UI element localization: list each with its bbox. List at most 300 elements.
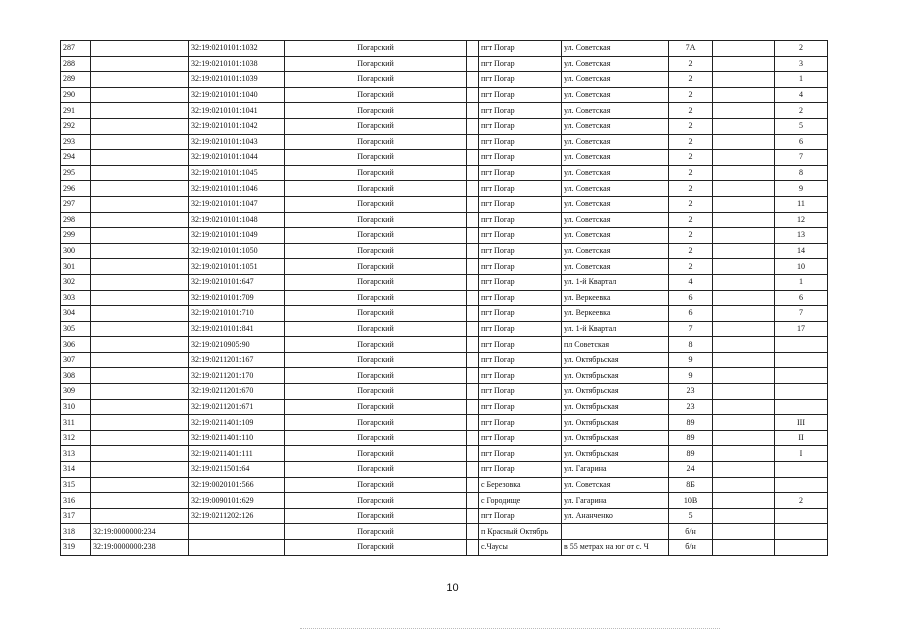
locality: пгт Погар (479, 134, 562, 150)
house-number: 89 (669, 415, 713, 431)
table-row (61, 462, 828, 478)
house-number: 9 (669, 368, 713, 384)
house-number: 2 (669, 212, 713, 228)
locality: пгт Погар (479, 462, 562, 478)
table-row (61, 321, 828, 337)
locality: пгт Погар (479, 337, 562, 353)
street: в 55 метрах на юг от с. Ч (562, 540, 669, 556)
cadastral-number-building: 32:19:0210101:1044 (189, 150, 285, 166)
district: Погарский (285, 118, 467, 134)
apartment-number: 9 (775, 181, 828, 197)
row-number: 318 (61, 524, 91, 540)
cadastral-number-parcel (91, 446, 189, 462)
empty-cell (713, 56, 775, 72)
district: Погарский (285, 259, 467, 275)
empty-cell (467, 399, 479, 415)
locality: с Городище (479, 493, 562, 509)
cadastral-number-parcel (91, 259, 189, 275)
row-number: 288 (61, 56, 91, 72)
district: Погарский (285, 384, 467, 400)
cadastral-number-parcel: 32:19:0000000:238 (91, 540, 189, 556)
empty-cell (467, 384, 479, 400)
house-number: 5 (669, 508, 713, 524)
street: ул. Октябрьская (562, 446, 669, 462)
table-row (61, 56, 828, 72)
table-row (61, 103, 828, 119)
district: Погарский (285, 540, 467, 556)
district: Погарский (285, 56, 467, 72)
house-number: 2 (669, 72, 713, 88)
empty-cell (467, 306, 479, 322)
empty-cell (467, 134, 479, 150)
cadastral-number-parcel (91, 477, 189, 493)
row-number: 307 (61, 352, 91, 368)
cadastral-number-parcel (91, 243, 189, 259)
street: ул. Советская (562, 103, 669, 119)
apartment-number: 7 (775, 306, 828, 322)
table-row (61, 384, 828, 400)
cadastral-number-building: 32:19:0210101:1040 (189, 87, 285, 103)
cadastral-number-parcel (91, 337, 189, 353)
row-number: 303 (61, 290, 91, 306)
row-number: 292 (61, 118, 91, 134)
empty-cell (713, 415, 775, 431)
table-row (61, 540, 828, 556)
cadastral-number-parcel (91, 196, 189, 212)
apartment-number: 17 (775, 321, 828, 337)
district: Погарский (285, 368, 467, 384)
table-row (61, 134, 828, 150)
empty-cell (467, 446, 479, 462)
empty-cell (713, 72, 775, 88)
table-row (61, 415, 828, 431)
locality: пгт Погар (479, 306, 562, 322)
apartment-number (775, 540, 828, 556)
empty-cell (713, 306, 775, 322)
house-number: 2 (669, 87, 713, 103)
locality: пгт Погар (479, 118, 562, 134)
row-number: 304 (61, 306, 91, 322)
house-number: 2 (669, 181, 713, 197)
district: Погарский (285, 134, 467, 150)
district: Погарский (285, 103, 467, 119)
empty-cell (467, 181, 479, 197)
district: Погарский (285, 72, 467, 88)
empty-cell (713, 446, 775, 462)
street: пл Советская (562, 337, 669, 353)
house-number: 89 (669, 446, 713, 462)
cadastral-number-building: 32:19:0210101:1045 (189, 165, 285, 181)
empty-cell (713, 290, 775, 306)
locality: пгт Погар (479, 243, 562, 259)
district: Погарский (285, 150, 467, 166)
row-number: 313 (61, 446, 91, 462)
empty-cell (713, 134, 775, 150)
cadastral-number-building: 32:19:0210101:1049 (189, 228, 285, 244)
apartment-number (775, 352, 828, 368)
apartment-number: 2 (775, 41, 828, 57)
table-row (61, 72, 828, 88)
row-number: 308 (61, 368, 91, 384)
cadastral-number-parcel (91, 87, 189, 103)
row-number: 298 (61, 212, 91, 228)
house-number: 2 (669, 150, 713, 166)
apartment-number (775, 462, 828, 478)
page-number: 10 (446, 582, 459, 594)
street: ул. 1-й Квартал (562, 274, 669, 290)
locality: пгт Погар (479, 446, 562, 462)
cadastral-number-parcel (91, 181, 189, 197)
street (562, 524, 669, 540)
cadastral-number-building: 32:19:0211201:670 (189, 384, 285, 400)
house-number: 8Б (669, 477, 713, 493)
locality: пгт Погар (479, 259, 562, 275)
cadastral-number-building: 32:19:0210101:1048 (189, 212, 285, 228)
street: ул. Советская (562, 477, 669, 493)
house-number: 10В (669, 493, 713, 509)
cadastral-number-building: 32:19:0211401:110 (189, 430, 285, 446)
district: Погарский (285, 243, 467, 259)
empty-cell (467, 212, 479, 228)
empty-cell (467, 524, 479, 540)
cadastral-number-building: 32:19:0211201:671 (189, 399, 285, 415)
empty-cell (713, 243, 775, 259)
district: Погарский (285, 399, 467, 415)
district: Погарский (285, 524, 467, 540)
cadastral-number-building: 32:19:0211401:109 (189, 415, 285, 431)
locality: пгт Погар (479, 41, 562, 57)
row-number: 314 (61, 462, 91, 478)
cadastral-number-parcel (91, 274, 189, 290)
apartment-number (775, 524, 828, 540)
table-row (61, 165, 828, 181)
cadastral-number-parcel (91, 228, 189, 244)
apartment-number: 12 (775, 212, 828, 228)
street: ул. Веркеевка (562, 290, 669, 306)
cadastral-number-building: 32:19:0210101:647 (189, 274, 285, 290)
cadastral-number-building: 32:19:0210101:709 (189, 290, 285, 306)
cadastral-number-building: 32:19:0020101:566 (189, 477, 285, 493)
apartment-number: 1 (775, 274, 828, 290)
street: ул. Октябрьская (562, 384, 669, 400)
house-number: 8 (669, 337, 713, 353)
street: ул. Советская (562, 118, 669, 134)
table-row (61, 337, 828, 353)
empty-cell (467, 540, 479, 556)
street: ул. Октябрьская (562, 430, 669, 446)
cadastral-number-building: 32:19:0210101:1043 (189, 134, 285, 150)
street: ул. Октябрьская (562, 399, 669, 415)
street: ул. 1-й Квартал (562, 321, 669, 337)
table-row (61, 118, 828, 134)
empty-cell (713, 321, 775, 337)
cadastral-number-parcel (91, 103, 189, 119)
house-number: 2 (669, 118, 713, 134)
street: ул. Октябрьская (562, 415, 669, 431)
street: ул. Ананченко (562, 508, 669, 524)
table-row (61, 508, 828, 524)
apartment-number (775, 384, 828, 400)
apartment-number: 4 (775, 87, 828, 103)
table-row (61, 212, 828, 228)
cadastral-number-building: 32:19:0210101:841 (189, 321, 285, 337)
district: Погарский (285, 274, 467, 290)
register-table (60, 40, 828, 556)
house-number: 2 (669, 56, 713, 72)
street: ул. Гагарина (562, 493, 669, 509)
empty-cell (713, 524, 775, 540)
table-row (61, 196, 828, 212)
locality: пгт Погар (479, 384, 562, 400)
street: ул. Советская (562, 165, 669, 181)
empty-cell (713, 399, 775, 415)
empty-cell (713, 368, 775, 384)
district: Погарский (285, 446, 467, 462)
cadastral-number-building: 32:19:0211201:167 (189, 352, 285, 368)
empty-cell (467, 118, 479, 134)
empty-cell (713, 352, 775, 368)
table-row (61, 181, 828, 197)
empty-cell (467, 196, 479, 212)
table-row (61, 524, 828, 540)
cadastral-number-building: 32:19:0210101:1041 (189, 103, 285, 119)
locality: пгт Погар (479, 72, 562, 88)
house-number: 2 (669, 228, 713, 244)
locality: п Красный Октябрь (479, 524, 562, 540)
house-number: 2 (669, 165, 713, 181)
empty-cell (713, 41, 775, 57)
cadastral-number-parcel (91, 493, 189, 509)
street: ул. Советская (562, 72, 669, 88)
street: ул. Советская (562, 196, 669, 212)
row-number: 296 (61, 181, 91, 197)
cadastral-number-parcel (91, 118, 189, 134)
house-number: 2 (669, 243, 713, 259)
street: ул. Гагарина (562, 462, 669, 478)
empty-cell (713, 181, 775, 197)
empty-cell (713, 274, 775, 290)
cadastral-number-parcel (91, 306, 189, 322)
empty-cell (467, 87, 479, 103)
cadastral-number-building: 32:19:0211202:126 (189, 508, 285, 524)
street: ул. Советская (562, 181, 669, 197)
apartment-number (775, 368, 828, 384)
locality: пгт Погар (479, 196, 562, 212)
district: Погарский (285, 321, 467, 337)
empty-cell (467, 259, 479, 275)
empty-cell (713, 384, 775, 400)
row-number: 315 (61, 477, 91, 493)
street: ул. Октябрьская (562, 368, 669, 384)
street: ул. Советская (562, 259, 669, 275)
street: ул. Октябрьская (562, 352, 669, 368)
table-row (61, 477, 828, 493)
apartment-number: 10 (775, 259, 828, 275)
apartment-number: 1 (775, 72, 828, 88)
street: ул. Советская (562, 134, 669, 150)
apartment-number: 6 (775, 134, 828, 150)
locality: пгт Погар (479, 430, 562, 446)
empty-cell (467, 493, 479, 509)
empty-cell (713, 540, 775, 556)
district: Погарский (285, 508, 467, 524)
cadastral-number-building: 32:19:0210101:1047 (189, 196, 285, 212)
cadastral-number-building (189, 524, 285, 540)
cadastral-number-building: 32:19:0211201:170 (189, 368, 285, 384)
house-number: 89 (669, 430, 713, 446)
empty-cell (467, 243, 479, 259)
cadastral-number-building: 32:19:0210101:1050 (189, 243, 285, 259)
empty-cell (467, 274, 479, 290)
row-number: 309 (61, 384, 91, 400)
empty-cell (467, 290, 479, 306)
district: Погарский (285, 87, 467, 103)
house-number: 24 (669, 462, 713, 478)
locality: пгт Погар (479, 290, 562, 306)
apartment-number: 11 (775, 196, 828, 212)
apartment-number: 2 (775, 493, 828, 509)
row-number: 310 (61, 399, 91, 415)
row-number: 302 (61, 274, 91, 290)
table-row (61, 41, 828, 57)
row-number: 311 (61, 415, 91, 431)
locality: с.Чаусы (479, 540, 562, 556)
empty-cell (713, 337, 775, 353)
house-number: 7А (669, 41, 713, 57)
empty-cell (713, 508, 775, 524)
street: ул. Веркеевка (562, 306, 669, 322)
street: ул. Советская (562, 56, 669, 72)
row-number: 316 (61, 493, 91, 509)
house-number: 6 (669, 290, 713, 306)
apartment-number: I (775, 446, 828, 462)
empty-cell (713, 150, 775, 166)
district: Погарский (285, 337, 467, 353)
cadastral-number-parcel (91, 368, 189, 384)
street: ул. Советская (562, 212, 669, 228)
table-row (61, 290, 828, 306)
house-number: 2 (669, 196, 713, 212)
empty-cell (467, 72, 479, 88)
cadastral-number-parcel (91, 352, 189, 368)
apartment-number: 2 (775, 103, 828, 119)
empty-cell (713, 87, 775, 103)
locality: пгт Погар (479, 415, 562, 431)
table-row (61, 399, 828, 415)
empty-cell (467, 368, 479, 384)
empty-cell (467, 430, 479, 446)
empty-cell (713, 493, 775, 509)
empty-cell (467, 150, 479, 166)
empty-cell (467, 337, 479, 353)
apartment-number: 6 (775, 290, 828, 306)
table-row (61, 493, 828, 509)
house-number: 2 (669, 103, 713, 119)
apartment-number: III (775, 415, 828, 431)
locality: пгт Погар (479, 508, 562, 524)
empty-cell (713, 196, 775, 212)
house-number: 4 (669, 274, 713, 290)
row-number: 289 (61, 72, 91, 88)
locality: пгт Погар (479, 87, 562, 103)
empty-cell (713, 477, 775, 493)
district: Погарский (285, 181, 467, 197)
table-row (61, 87, 828, 103)
table-row (61, 446, 828, 462)
table-row (61, 243, 828, 259)
locality: пгт Погар (479, 212, 562, 228)
locality: пгт Погар (479, 228, 562, 244)
locality: пгт Погар (479, 103, 562, 119)
empty-cell (467, 462, 479, 478)
empty-cell (467, 41, 479, 57)
empty-cell (713, 228, 775, 244)
apartment-number (775, 399, 828, 415)
cadastral-number-parcel (91, 415, 189, 431)
house-number: б/н (669, 540, 713, 556)
empty-cell (467, 165, 479, 181)
apartment-number: 3 (775, 56, 828, 72)
cadastral-number-parcel (91, 72, 189, 88)
empty-cell (713, 462, 775, 478)
locality: пгт Погар (479, 181, 562, 197)
table-row (61, 150, 828, 166)
row-number: 290 (61, 87, 91, 103)
cadastral-number-building: 32:19:0210101:1039 (189, 72, 285, 88)
house-number: 6 (669, 306, 713, 322)
cadastral-number-parcel (91, 321, 189, 337)
district: Погарский (285, 462, 467, 478)
apartment-number: II (775, 430, 828, 446)
locality: с Березовка (479, 477, 562, 493)
street: ул. Советская (562, 150, 669, 166)
district: Погарский (285, 415, 467, 431)
locality: пгт Погар (479, 399, 562, 415)
table-row (61, 306, 828, 322)
cadastral-number-parcel (91, 56, 189, 72)
row-number: 295 (61, 165, 91, 181)
cadastral-number-parcel (91, 165, 189, 181)
cadastral-number-parcel (91, 212, 189, 228)
apartment-number: 5 (775, 118, 828, 134)
house-number: 23 (669, 399, 713, 415)
district: Погарский (285, 306, 467, 322)
empty-cell (713, 103, 775, 119)
district: Погарский (285, 165, 467, 181)
row-number: 299 (61, 228, 91, 244)
empty-cell (467, 228, 479, 244)
house-number: 2 (669, 259, 713, 275)
house-number: б/н (669, 524, 713, 540)
empty-cell (713, 118, 775, 134)
apartment-number (775, 508, 828, 524)
empty-cell (467, 415, 479, 431)
house-number: 2 (669, 134, 713, 150)
cadastral-number-building: 32:19:0090101:629 (189, 493, 285, 509)
cadastral-number-parcel (91, 290, 189, 306)
row-number: 293 (61, 134, 91, 150)
street: ул. Советская (562, 41, 669, 57)
locality: пгт Погар (479, 352, 562, 368)
empty-cell (467, 103, 479, 119)
locality: пгт Погар (479, 56, 562, 72)
apartment-number: 8 (775, 165, 828, 181)
empty-cell (467, 508, 479, 524)
empty-cell (467, 321, 479, 337)
house-number: 9 (669, 352, 713, 368)
row-number: 305 (61, 321, 91, 337)
cadastral-number-parcel (91, 508, 189, 524)
